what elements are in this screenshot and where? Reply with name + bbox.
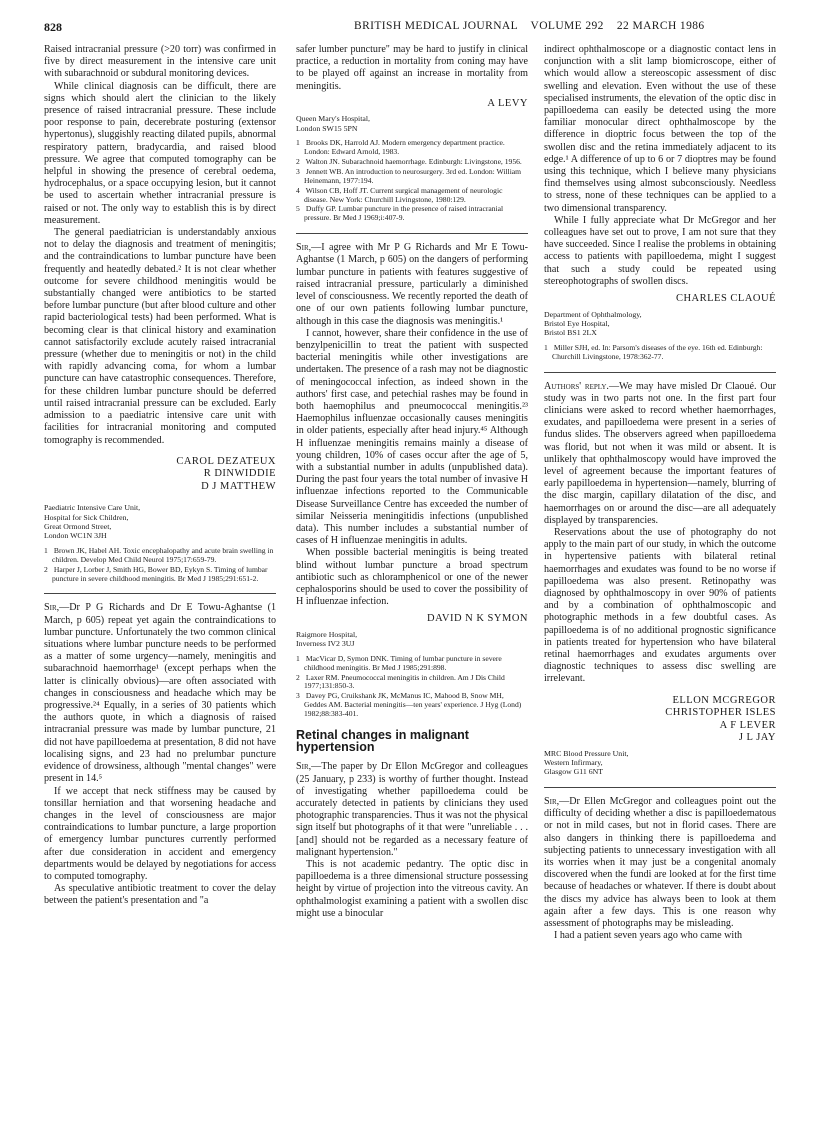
paragraph: While I fully appreciate what Dr McGregor and her colleagues have set out to prove, I am not sure that they have succeeded. Since I realise the problems in obtaining access to patients with papilloedema, might I suggest that such a study could be repeated using stereophotographs of swollen discs. — [544, 214, 776, 287]
paragraph: The general paediatrician is understandably anxious not to delay the diagnosis and treatment of meningitis; and the contraindications to lumbar puncture have been frequently and heatedly debated.² It is not clear whether outcome for severe childhood meningitis would be substantially changed were antibiotics to be started before lumbar puncture (but after blood culture and other rapid bacteriological tests) had been performed. What is becoming clear is that clinical history and examination cannot satisfactorily exclude acutely raised intracranial pressure (whether due to meningitis or not) in the child with rapidly advancing coma, for whom a lumbar puncture can have catastrophic consequences. Therefore, for these children lumbar puncture should be deferred until raised intracranial pressure can be excluded. Early admission to a paediatric intensive care unit with facilities for intracranial monitoring and computed tomography is recommended. — [44, 227, 276, 446]
paragraph: I had a patient seven years ago who came with — [554, 930, 743, 942]
author-signature: R DINWIDDIE — [203, 468, 276, 480]
reference-item: 2 Walton JN. Subarachnoid haemorrhage. Edinburgh: Livingstone, 1956. — [296, 156, 522, 166]
author-signature: CAROL DEZATEUX — [176, 455, 276, 467]
reference-item: 5 Duffy GP. Lumbar puncture in the presence of raised intracranial pressure. Br Med J 1969;i:407-9. — [296, 204, 504, 223]
column-middle — [296, 44, 528, 920]
paragraph: Sir,—I agree with Mr P G Richards and Mr E Towu-Aghantse (1 March, p 605) on the dangers of performing lumbar puncture in patients with features suggestive of raised intracranial pressure, particularly a diminished level of consciousness. We recently reported the death of one of our own patients following lumbar puncture, although in this case the diagnosis was meningitis.¹ — [296, 242, 528, 327]
paragraph: While clinical diagnosis can be difficult, there are signs which should alert the clinician to the likely presence of raised intracranial pressure. These include poor response to pain, decerebrate posturing (extensor hypertonus), sluggishly reacting dilated pupils, abnormal respiratory pattern, bradycardia, and raised blood pressure. We agree that computed tomography can be helpful in showing the presence of cerebral oedema, hydrocephalus, or a space occupying lesion, but it cannot be used to ascertain whether intracranial pressure is raised or not. The only way to establish this is by direct measurement. — [44, 80, 276, 226]
reference-list — [296, 139, 528, 223]
reference-item: 2 Laxer RM. Pneumococcal meningitis in children. Am J Dis Child 1977;131:850-3. — [296, 672, 505, 691]
author-signature: D J MATTHEW — [201, 480, 276, 492]
paragraph: This is not academic pedantry. The optic disc in papilloedema is a three dimensional structure possessing height by virtue of projection into the vitreous cavity. An ophthalmologist examining a patient with a swollen disc might use a binocular — [296, 859, 528, 919]
divider — [544, 372, 776, 373]
author-signature: A LEVY — [487, 97, 528, 109]
reference-list — [296, 655, 528, 719]
affiliation: MRC Blood Pressure Unit, Western Infirmary, Glasgow G11 6NT — [544, 748, 629, 777]
reference-item: 1 Brooks DK, Harrold AJ. Modern emergency department practice. London: Edward Arnold, 1983. — [296, 138, 505, 157]
reference-item: 1 Miller SJH, ed. In: Parsom's diseases of the eye. 16th ed. Edinburgh: Churchill Livingstone, 1978:362-77. — [544, 342, 763, 361]
reference-item: 2 Harper J, Lorber J, Smith HG, Bower BD, Eykyn S. Timing of lumbar puncture in severe childhood meningitis. Br Med J 1985;291:651-2. — [44, 564, 268, 583]
affiliation: Department of Ophthalmology, Bristol Eye Hospital, Bristol BS1 2LX — [544, 309, 642, 338]
reference-item: 1 Brown JK, Habel AH. Toxic encephalopathy and acute brain swelling in children. Develop Med Child Neurol 1975;17:659-79. — [44, 545, 274, 564]
page-number: 828 — [44, 20, 62, 34]
column-right — [544, 44, 776, 942]
column-left — [44, 44, 276, 908]
paragraph: As speculative antibiotic treatment to cover the delay between the patient's presentation and "a — [44, 883, 276, 907]
reference-item: 4 Wilson CB, Hoff JT. Current surgical management of neurologic disease. New York: Churchill Livingstone, 1980:129. — [296, 185, 503, 204]
reference-item: 3 Jennett WB. An introduction to neurosurgery. 3rd ed. London: William Heinemann, 1977:194. — [296, 166, 522, 185]
author-signature: A F LEVER — [719, 719, 776, 731]
author-signature: ELLON MCGREGOR — [672, 694, 776, 706]
author-signature: CHARLES CLAOUÉ — [675, 293, 776, 305]
reference-list — [44, 547, 276, 584]
affiliation: Raigmore Hospital, Inverness IV2 3UJ — [296, 629, 358, 649]
paragraph: When possible bacterial meningitis is being treated blind without lumbar puncture a broad spectrum antibiotic such as chloramphenicol or one of the newer cephalosporins should be used to cover the possibility of H influenzae infection. — [296, 547, 528, 608]
page-header — [44, 20, 780, 38]
paragraph: I cannot, however, share their confidence in the use of benzylpenicillin to treat the patient with suspected bacterial meningitis while other investigations are undertaken. The presence of a rash may not be diagnostic of meningococcal infection, as indeed shown in the authors' first case, and petechial rashes may be found in both haemophilus and pneumococcal meningitis.²³ Haemophilus influenzae occasionally causes meningitis in older patients, especially after head injury.⁴⁵ Although H influenzae meningitis remains mainly a disease of young children, 10% of cases occur after the age of 5, with a substantial number in adults (unpublished data). During the past four years the total number of invasive H influenzae infections reported to the Communicable Disease Surveillance Centre has exceeded the number of similar Neisseria meningitidis infections (unpublished data). This number includes a substantial number of cases of H influenzae meningitis in adults. — [296, 327, 528, 547]
affiliation: Queen Mary's Hospital, London SW15 5PN — [296, 114, 370, 133]
paragraph: Sir,—The paper by Dr Ellon McGregor and colleagues (25 January, p 233) is worthy of further thought. Instead of investigating whether papilloedema could be accurately detected in patients by clinicians they used photographic transparencies. Thus it was not the physical sign itself but photographs of it that were "unreliable . . . [and] should not be regarded as a necessary feature of malignant hypertension." — [296, 761, 528, 858]
paragraph: safer lumber puncture" may be hard to justify in clinical practice, a reduction in mortality from coning may have to be played off against an increase in mortality from meningitis. — [296, 44, 528, 92]
paragraph: If we accept that neck stiffness may be caused by tonsillar herniation and that worsening headache and changes in the level of consciousness are major contraindications to lumbar puncture, a large proportion of emergency lumbar punctures currently performed after due consideration in accident and emergency departments would be delayed by negotiations for access to computed tomography. — [44, 785, 276, 882]
paragraph: Authors' reply.—We may have misled Dr Claoué. Our study was in two parts not one. In the first part four clinicians were asked to record whether haemorrhages, exudates, and papilloedema were present in a series of fundus slides. The observers agreed when papilloedema was florid, but not when it was mild or absent. It is unlikely that ophthalmoscopy would have improved the level of agreement because the important features of early papilloedema in hypertension—namely, blurring of the disc margin, capillary dilatation of the disc, and haemorrhages on or around the disc—are all adequately displayed by transparencies. — [544, 380, 776, 526]
paragraph: indirect ophthalmoscope or a diagnostic contact lens in conjunction with a slit lamp biomicroscope, either of which would allow a stereoscopic assessment of disc swelling and elevation. Even without the use of these specialised instruments, the elevation of the optic disc in papilloedema can easily be detected using the more familiar monocular direct ophthalmoscope by the difference in dioptric focus between the top of the swollen disc and the retina immediately adjacent to its edge.¹ A difference of up to 6 or 7 dioptres may be found using this technique, which I believe many physicians find themselves using almost subconsciously. Needless to stress, none of these techniques can be applied to a two dimensional transparency. — [544, 44, 776, 214]
author-signature: J L JAY — [738, 732, 776, 744]
paragraph: Reservations about the use of photography do not apply to the main part of our study, in which the outcome in hypertensive patients with bilateral retinal haemorrhages and exudates was found to be no worse if papilloedema was also present. Retinopathy was diagnosed by ophthalmoscopy in over 90% of patients and by a combination of ophthalmoscopic and photographic methods in a few doubtful cases. As papilloedema is of no additional prognostic significance in patients treated for hypertension who have bilateral retinal haemorrhages and exudates arguments over diagnostic techniques to assess disc swelling are irrelevant. — [544, 527, 776, 685]
journal-running-head: BRITISH MEDICAL JOURNAL VOLUME 292 22 MARCH 1986 — [354, 20, 705, 32]
section-heading: Retinal changes in malignant hypertension — [296, 728, 469, 755]
divider — [44, 593, 276, 594]
divider — [544, 787, 776, 788]
affiliation: Paediatric Intensive Care Unit, Hospital for Sick Children, Great Ormond Street, London WC1N 3JH — [44, 503, 141, 541]
paragraph: Sir,—Dr P G Richards and Dr E Towu-Aghantse (1 March, p 605) repeat yet again the contraindications to lumbar puncture. Unfortunately the two common clinical situations where lumbar puncture needs to be performed as a matter of some urgency—namely, meningitis and subarachnoid haemorrhage¹ (except perhaps when the latter is clinically obvious)—are often associated with changes in consciousness and headache which may be progressive.²⁴ Equally, in a series of 30 patients which the authors quote, in which a diagnosis of raised intracranial pressure was made by lumbar puncture, 21 did not have papilloedema at presentation, 8 did not have localising signs, and 23 had no prelumbar puncture evidence of drowsiness, although "mental changes" were present in 14.⁵ — [44, 602, 276, 785]
divider — [296, 233, 528, 234]
paragraph: Raised intracranial pressure (>20 torr) was confirmed in five by direct measurement in the intensive care unit with subarachnoid or subdural monitoring devices. — [44, 44, 276, 80]
paragraph: Sir,—Dr Ellen McGregor and colleagues point out the difficulty of deciding whether a disc is papilloedematous or not in mild cases, but not in florid cases. There are also dangers in thinking there is papilloedema and subjecting patients to unnecessary investigation with all its worries when it may just be a congenital anomaly discovered when the fundi are looked at for the first time because of headaches or whatever. If there is doubt about the discs my advice has always been to look at them again after a few days. This is one reason why assessment of photographs may be misleading. — [544, 795, 776, 929]
reference-item: 1 MacVicar D, Symon DNK. Timing of lumbar puncture in severe childhood meningitis. Br Med J 1985;291:898. — [296, 653, 502, 672]
author-signature: CHRISTOPHER ISLES — [665, 707, 776, 719]
reference-list — [544, 344, 776, 362]
reference-item: 3 Davey PG, Cruikshank JK, McManus IC, Mahood B, Snow MH, Geddes AM. Bacterial meningitis—ten years' experience. J Hyg (Lond) 1982;88:383-401. — [296, 691, 522, 719]
author-signature: DAVID N K SYMON — [427, 613, 528, 625]
